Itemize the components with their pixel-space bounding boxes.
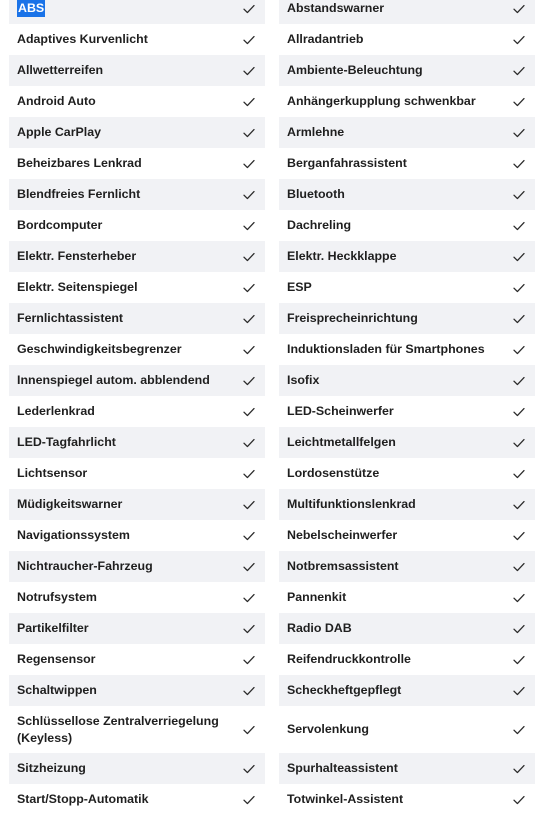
feature-label: Notrufsystem xyxy=(17,590,97,604)
feature-row xyxy=(279,303,535,334)
checkmark-icon xyxy=(243,221,255,231)
feature-row xyxy=(9,55,265,86)
feature-label: Induktionsladen für Smartphones xyxy=(287,342,485,356)
checkmark-icon xyxy=(513,345,525,355)
feature-label: Reifendruckkontrolle xyxy=(287,652,411,666)
feature-label: Müdigkeitswarner xyxy=(17,497,123,511)
feature-row xyxy=(9,489,265,520)
checkmark-icon xyxy=(243,531,255,541)
feature-label: LED-Scheinwerfer xyxy=(287,404,394,418)
checkmark-icon xyxy=(513,686,525,696)
checkmark-icon xyxy=(243,4,255,14)
feature-row xyxy=(9,753,265,784)
feature-row xyxy=(279,272,535,303)
feature-label: LED-Tagfahrlicht xyxy=(17,435,116,449)
checkmark-icon xyxy=(513,438,525,448)
feature-label: Start/Stopp-Automatik xyxy=(17,792,149,806)
feature-label: Notbremsassistent xyxy=(287,559,399,573)
checkmark-icon xyxy=(243,97,255,107)
feature-row xyxy=(279,613,535,644)
checkmark-icon xyxy=(513,4,525,14)
feature-label: Elektr. Seitenspiegel xyxy=(17,280,138,294)
feature-row xyxy=(9,86,265,117)
feature-row xyxy=(9,613,265,644)
feature-row xyxy=(279,117,535,148)
feature-label: Pannenkit xyxy=(287,590,347,604)
checkmark-icon xyxy=(243,562,255,572)
feature-row xyxy=(279,706,535,753)
feature-row xyxy=(279,520,535,551)
checkmark-icon xyxy=(513,725,525,735)
checkmark-icon xyxy=(243,314,255,324)
checkmark-icon xyxy=(513,283,525,293)
feature-label: Abstandswarner xyxy=(287,1,385,15)
checkmark-icon xyxy=(513,655,525,665)
feature-row xyxy=(279,241,535,272)
feature-label: Multifunktionslenkrad xyxy=(287,497,416,511)
checkmark-icon xyxy=(513,376,525,386)
checkmark-icon xyxy=(513,128,525,138)
checkmark-icon xyxy=(243,283,255,293)
feature-label: Bluetooth xyxy=(287,187,345,201)
feature-row xyxy=(9,396,265,427)
checkmark-icon xyxy=(513,190,525,200)
checkmark-icon xyxy=(513,593,525,603)
checkmark-icon xyxy=(243,686,255,696)
checkmark-icon xyxy=(513,562,525,572)
checkmark-icon xyxy=(513,764,525,774)
checkmark-icon xyxy=(243,469,255,479)
feature-row xyxy=(9,644,265,675)
checkmark-icon xyxy=(513,66,525,76)
feature-label: Lordosenstütze xyxy=(287,466,380,480)
feature-label: Lederlenkrad xyxy=(17,404,95,418)
checkmark-icon xyxy=(243,159,255,169)
checkmark-icon xyxy=(243,66,255,76)
feature-label: Totwinkel-Assistent xyxy=(287,792,404,806)
checkmark-icon xyxy=(513,469,525,479)
feature-row xyxy=(279,582,535,613)
checkmark-icon xyxy=(513,500,525,510)
feature-row xyxy=(279,365,535,396)
feature-row xyxy=(9,458,265,489)
feature-row xyxy=(279,427,535,458)
feature-label: Radio DAB xyxy=(287,621,352,635)
checkmark-icon xyxy=(243,655,255,665)
feature-column-right xyxy=(279,0,535,815)
checkmark-icon xyxy=(513,159,525,169)
feature-label: Dachreling xyxy=(287,218,352,232)
feature-label: Scheckheftgepflegt xyxy=(287,683,402,697)
feature-label: Schaltwippen xyxy=(17,683,97,697)
feature-row xyxy=(279,86,535,117)
feature-row xyxy=(9,334,265,365)
feature-label: Allradantrieb xyxy=(287,32,364,46)
checkmark-icon xyxy=(243,407,255,417)
feature-row xyxy=(9,520,265,551)
feature-label: Fernlichtassistent xyxy=(17,311,124,325)
feature-label: Innenspiegel autom. abblendend xyxy=(17,373,210,387)
feature-label: Partikelfilter xyxy=(17,621,89,635)
feature-row xyxy=(279,551,535,582)
feature-label: Nichtraucher-Fahrzeug xyxy=(17,559,153,573)
feature-row xyxy=(279,179,535,210)
feature-label: Freisprecheinrichtung xyxy=(287,311,418,325)
feature-row xyxy=(279,675,535,706)
checkmark-icon xyxy=(513,221,525,231)
feature-label: Navigationssystem xyxy=(17,528,130,542)
feature-row xyxy=(9,675,265,706)
feature-label: Isofix xyxy=(287,373,320,387)
checkmark-icon xyxy=(513,252,525,262)
feature-row xyxy=(9,365,265,396)
feature-label: Leichtmetallfelgen xyxy=(287,435,396,449)
checkmark-icon xyxy=(513,531,525,541)
checkmark-icon xyxy=(243,190,255,200)
checkmark-icon xyxy=(243,35,255,45)
feature-label: Android Auto xyxy=(17,94,96,108)
feature-row xyxy=(9,148,265,179)
checkmark-icon xyxy=(513,97,525,107)
feature-label: Spurhalteassistent xyxy=(287,761,398,775)
feature-row xyxy=(9,427,265,458)
checkmark-icon xyxy=(243,764,255,774)
checkmark-icon xyxy=(243,128,255,138)
feature-label: Geschwindigkeitsbegrenzer xyxy=(17,342,182,356)
feature-row xyxy=(279,396,535,427)
feature-column-left xyxy=(9,0,265,815)
feature-row xyxy=(279,753,535,784)
checkmark-icon xyxy=(513,314,525,324)
feature-row xyxy=(9,241,265,272)
checkmark-icon xyxy=(513,407,525,417)
feature-label: Apple CarPlay xyxy=(17,125,102,139)
feature-label: Berganfahrassistent xyxy=(287,156,407,170)
feature-label: Anhängerkupplung schwenkbar xyxy=(287,94,476,108)
feature-row xyxy=(9,117,265,148)
checkmark-icon xyxy=(513,35,525,45)
feature-label: Regensensor xyxy=(17,652,96,666)
checkmark-icon xyxy=(243,500,255,510)
feature-row xyxy=(279,334,535,365)
feature-label: Servolenkung xyxy=(287,722,369,736)
feature-label: Bordcomputer xyxy=(17,218,103,232)
feature-label: Armlehne xyxy=(287,125,345,139)
checkmark-icon xyxy=(513,624,525,634)
feature-row xyxy=(9,24,265,55)
feature-row xyxy=(9,0,265,24)
feature-row xyxy=(279,0,535,24)
feature-row xyxy=(9,706,265,753)
feature-label: ESP xyxy=(287,280,312,294)
checkmark-icon xyxy=(243,725,255,735)
checkmark-icon xyxy=(243,376,255,386)
feature-label: ABS xyxy=(18,1,45,15)
feature-label: Lichtsensor xyxy=(17,466,88,480)
feature-row xyxy=(9,303,265,334)
checkmark-icon xyxy=(243,252,255,262)
feature-row xyxy=(279,55,535,86)
feature-label: Elektr. Heckklappe xyxy=(287,249,397,263)
feature-row xyxy=(279,489,535,520)
feature-label: Sitzheizung xyxy=(17,761,86,775)
feature-row xyxy=(9,210,265,241)
feature-label: Blendfreies Fernlicht xyxy=(17,187,141,201)
checkmark-icon xyxy=(243,345,255,355)
feature-row xyxy=(9,551,265,582)
feature-row xyxy=(9,272,265,303)
feature-row xyxy=(9,179,265,210)
checkmark-icon xyxy=(243,593,255,603)
feature-label: Ambiente-Beleuchtung xyxy=(287,63,423,77)
feature-row xyxy=(9,582,265,613)
feature-label: Adaptives Kurvenlicht xyxy=(17,32,148,46)
feature-label: Elektr. Fensterheber xyxy=(17,249,137,263)
feature-row xyxy=(279,148,535,179)
feature-label: Beheizbares Lenkrad xyxy=(17,156,142,170)
feature-label: Allwetterreifen xyxy=(17,63,104,77)
feature-row xyxy=(279,210,535,241)
feature-row xyxy=(279,458,535,489)
feature-label: Schlüssellose Zentralverriegelung (Keyless) xyxy=(17,713,219,745)
feature-label: Nebelscheinwerfer xyxy=(287,528,398,542)
feature-row xyxy=(279,24,535,55)
checkmark-icon xyxy=(243,624,255,634)
checkmark-icon xyxy=(243,438,255,448)
feature-row xyxy=(279,644,535,675)
